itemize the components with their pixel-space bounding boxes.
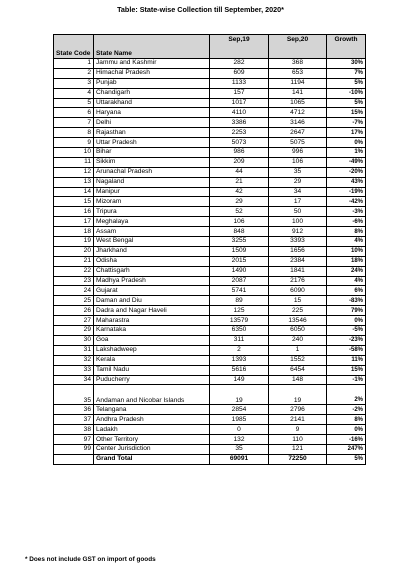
state-code-cell: 31 [54, 345, 94, 355]
state-name-cell: Assam [94, 227, 210, 237]
header-state-code: State Code [54, 35, 94, 59]
growth-value-cell: 6% [327, 286, 366, 296]
sep20-value-cell: 3393 [269, 237, 327, 247]
sep19-value-cell: 157 [210, 88, 269, 98]
sep20-value-cell: 121 [269, 444, 327, 454]
table-row [54, 118, 366, 128]
sep20-value-cell: 2384 [269, 256, 327, 266]
table-row [54, 375, 366, 385]
table-row [54, 256, 366, 266]
state-code-cell: 17 [54, 217, 94, 227]
growth-value-cell: 17% [327, 128, 366, 138]
state-code-cell: 12 [54, 167, 94, 177]
state-name-cell: Madhya Pradesh [94, 276, 210, 286]
sep19-value-cell: 6350 [210, 326, 269, 336]
sep19-value-cell: 2253 [210, 128, 269, 138]
sep19-value-cell: 848 [210, 227, 269, 237]
table-row [54, 167, 366, 177]
sep19-value-cell: 42 [210, 187, 269, 197]
table-row [54, 345, 366, 355]
table-caption: Table: State-wise Collection till September, 2020* [117, 5, 284, 14]
state-name-cell: Mizoram [94, 197, 210, 207]
state-code-cell: 32 [54, 355, 94, 365]
total-state-code-cell [54, 454, 94, 464]
growth-value-cell: 15% [327, 365, 366, 375]
sep19-value-cell: 4110 [210, 108, 269, 118]
growth-value-cell: -6% [327, 217, 366, 227]
table-row [54, 237, 366, 247]
table-row [54, 385, 366, 405]
growth-value-cell: 4% [327, 276, 366, 286]
table-row [54, 326, 366, 336]
header-sep20: Sep,20 [269, 35, 327, 59]
growth-value-cell: 0% [327, 138, 366, 148]
sep19-value-cell: 1393 [210, 355, 269, 365]
state-name-cell: Punjab [94, 78, 210, 88]
state-name-cell: Ladakh [94, 425, 210, 435]
growth-value-cell: 5% [327, 78, 366, 88]
table-row [54, 286, 366, 296]
sep19-value-cell: 3386 [210, 118, 269, 128]
sep19-value-cell: 21 [210, 177, 269, 187]
state-code-cell: 37 [54, 415, 94, 425]
growth-value-cell: -16% [327, 435, 366, 445]
header-row [54, 35, 366, 59]
growth-value-cell: 24% [327, 266, 366, 276]
sep19-value-cell: 1490 [210, 266, 269, 276]
total-sep20-value-cell: 72250 [269, 454, 327, 464]
table-row [54, 148, 366, 158]
state-code-cell: 22 [54, 266, 94, 276]
sep20-value-cell: 13546 [269, 316, 327, 326]
sep19-value-cell: 1509 [210, 246, 269, 256]
sep20-value-cell: 35 [269, 167, 327, 177]
table-row [54, 415, 366, 425]
table-row [54, 207, 366, 217]
table-row [54, 187, 366, 197]
table-row [54, 78, 366, 88]
state-name-cell: Meghalaya [94, 217, 210, 227]
growth-value-cell: -23% [327, 335, 366, 345]
state-code-cell: 7 [54, 118, 94, 128]
sep20-value-cell: 1065 [269, 98, 327, 108]
sep20-value-cell: 15 [269, 296, 327, 306]
sep20-value-cell: 1194 [269, 78, 327, 88]
table-row [54, 444, 366, 454]
growth-value-cell: -58% [327, 345, 366, 355]
sep19-value-cell: 132 [210, 435, 269, 445]
state-name-cell: Jammu and Kashmir [94, 59, 210, 69]
state-name-cell: Jharkhand [94, 246, 210, 256]
sep20-value-cell: 34 [269, 187, 327, 197]
sep19-value-cell: 2 [210, 345, 269, 355]
table-row [54, 98, 366, 108]
table-body [54, 59, 366, 465]
sep19-value-cell: 282 [210, 59, 269, 69]
growth-value-cell: 15% [327, 108, 366, 118]
header-state-name: State Name [94, 35, 210, 59]
sep20-value-cell: 1841 [269, 266, 327, 276]
state-name-cell: Arunachal Pradesh [94, 167, 210, 177]
growth-value-cell: -83% [327, 296, 366, 306]
grand-total-row [54, 454, 366, 464]
table-row [54, 68, 366, 78]
growth-value-cell: 30% [327, 59, 366, 69]
table-row [54, 227, 366, 237]
state-code-cell: 3 [54, 78, 94, 88]
growth-value-cell: 8% [327, 227, 366, 237]
table-row [54, 405, 366, 415]
table-row [54, 425, 366, 435]
state-name-cell: Nagaland [94, 177, 210, 187]
sep19-value-cell: 3255 [210, 237, 269, 247]
state-name-cell: Himachal Pradesh [94, 68, 210, 78]
state-collection-table [53, 34, 366, 465]
sep20-value-cell: 2796 [269, 405, 327, 415]
sep20-value-cell: 240 [269, 335, 327, 345]
sep19-value-cell: 609 [210, 68, 269, 78]
sep20-value-cell: 6454 [269, 365, 327, 375]
table-row [54, 316, 366, 326]
state-code-cell: 4 [54, 88, 94, 98]
state-name-cell: West Bengal [94, 237, 210, 247]
state-code-cell: 38 [54, 425, 94, 435]
state-name-cell: Tripura [94, 207, 210, 217]
sep19-value-cell: 13579 [210, 316, 269, 326]
growth-value-cell: -5% [327, 326, 366, 336]
sep20-value-cell: 9 [269, 425, 327, 435]
state-name-cell: Gujarat [94, 286, 210, 296]
sep19-value-cell: 19 [210, 385, 269, 405]
sep19-value-cell: 1985 [210, 415, 269, 425]
state-code-cell: 15 [54, 197, 94, 207]
state-name-cell: Chandigarh [94, 88, 210, 98]
state-code-cell: 19 [54, 237, 94, 247]
state-name-cell: Uttar Pradesh [94, 138, 210, 148]
state-name-cell: Delhi [94, 118, 210, 128]
sep20-value-cell: 110 [269, 435, 327, 445]
sep20-value-cell: 100 [269, 217, 327, 227]
table-row [54, 355, 366, 365]
state-code-cell: 27 [54, 316, 94, 326]
header-sep19: Sep,19 [210, 35, 269, 59]
state-code-cell: 26 [54, 306, 94, 316]
total-sep19-value-cell: 69091 [210, 454, 269, 464]
state-code-cell: 5 [54, 98, 94, 108]
table-row [54, 157, 366, 167]
sep19-value-cell: 2854 [210, 405, 269, 415]
state-code-cell: 36 [54, 405, 94, 415]
state-code-cell: 16 [54, 207, 94, 217]
sep20-value-cell: 912 [269, 227, 327, 237]
state-code-cell: 25 [54, 296, 94, 306]
state-code-cell: 8 [54, 128, 94, 138]
state-code-cell: 30 [54, 335, 94, 345]
sep19-value-cell: 149 [210, 375, 269, 385]
state-code-cell: 13 [54, 177, 94, 187]
sep19-value-cell: 0 [210, 425, 269, 435]
growth-value-cell: -10% [327, 88, 366, 98]
table-row [54, 108, 366, 118]
sep20-value-cell: 368 [269, 59, 327, 69]
table-row [54, 365, 366, 375]
sep19-value-cell: 29 [210, 197, 269, 207]
state-name-cell: Andhra Pradesh [94, 415, 210, 425]
state-name-cell: Odisha [94, 256, 210, 266]
table-row [54, 177, 366, 187]
sep20-value-cell: 50 [269, 207, 327, 217]
sep19-value-cell: 35 [210, 444, 269, 454]
growth-value-cell: -19% [327, 187, 366, 197]
sep19-value-cell: 2087 [210, 276, 269, 286]
table-row [54, 296, 366, 306]
state-name-cell: Telangana [94, 405, 210, 415]
state-code-cell: 35 [54, 385, 94, 405]
sep20-value-cell: 2176 [269, 276, 327, 286]
growth-value-cell: -3% [327, 207, 366, 217]
total-state-name-cell: Grand Total [94, 454, 210, 464]
sep19-value-cell: 89 [210, 296, 269, 306]
sep20-value-cell: 19 [269, 385, 327, 405]
sep19-value-cell: 1133 [210, 78, 269, 88]
table-row [54, 88, 366, 98]
state-code-cell: 14 [54, 187, 94, 197]
growth-value-cell: 8% [327, 415, 366, 425]
state-code-cell: 10 [54, 148, 94, 158]
sep19-value-cell: 5741 [210, 286, 269, 296]
sep20-value-cell: 17 [269, 197, 327, 207]
state-name-cell: Uttarakhand [94, 98, 210, 108]
growth-value-cell: 0% [327, 425, 366, 435]
state-code-cell: 21 [54, 256, 94, 266]
sep19-value-cell: 5616 [210, 365, 269, 375]
footnote: * Does not include GST on import of goods [25, 556, 156, 563]
growth-value-cell: -1% [327, 375, 366, 385]
state-name-cell: Goa [94, 335, 210, 345]
growth-value-cell: -49% [327, 157, 366, 167]
total-growth-value-cell: 5% [327, 454, 366, 464]
state-name-cell: Rajasthan [94, 128, 210, 138]
sep20-value-cell: 141 [269, 88, 327, 98]
sep20-value-cell: 2141 [269, 415, 327, 425]
state-name-cell: Lakshadweep [94, 345, 210, 355]
state-name-cell: Puducherry [94, 375, 210, 385]
sep20-value-cell: 2647 [269, 128, 327, 138]
state-code-cell: 18 [54, 227, 94, 237]
sep19-value-cell: 1017 [210, 98, 269, 108]
growth-value-cell: 0% [327, 316, 366, 326]
sep20-value-cell: 3146 [269, 118, 327, 128]
state-code-cell: 11 [54, 157, 94, 167]
state-code-cell: 1 [54, 59, 94, 69]
sep20-value-cell: 6050 [269, 326, 327, 336]
sep19-value-cell: 106 [210, 217, 269, 227]
table-row [54, 266, 366, 276]
sep20-value-cell: 6090 [269, 286, 327, 296]
sep20-value-cell: 1656 [269, 246, 327, 256]
sep20-value-cell: 106 [269, 157, 327, 167]
state-code-cell: 97 [54, 435, 94, 445]
table-row [54, 335, 366, 345]
sep19-value-cell: 2015 [210, 256, 269, 266]
table-row [54, 59, 366, 69]
state-code-cell: 24 [54, 286, 94, 296]
state-name-cell: Andaman and Nicobar Islands [94, 385, 210, 405]
growth-value-cell: 4% [327, 237, 366, 247]
table-row [54, 138, 366, 148]
state-name-cell: Dadra and Nagar Haveli [94, 306, 210, 316]
table-row [54, 306, 366, 316]
sep20-value-cell: 996 [269, 148, 327, 158]
table-row [54, 128, 366, 138]
state-code-cell: 33 [54, 365, 94, 375]
growth-value-cell: -42% [327, 197, 366, 207]
growth-value-cell: -2% [327, 405, 366, 415]
growth-value-cell: 10% [327, 246, 366, 256]
growth-value-cell: 18% [327, 256, 366, 266]
sep19-value-cell: 5073 [210, 138, 269, 148]
table-row [54, 246, 366, 256]
sep19-value-cell: 986 [210, 148, 269, 158]
growth-value-cell: 79% [327, 306, 366, 316]
table-row [54, 435, 366, 445]
growth-value-cell: 2% [327, 385, 366, 405]
growth-value-cell: -20% [327, 167, 366, 177]
growth-value-cell: -7% [327, 118, 366, 128]
state-name-cell: Sikkim [94, 157, 210, 167]
state-code-cell: 2 [54, 68, 94, 78]
header-growth: Growth [327, 35, 366, 59]
state-code-cell: 6 [54, 108, 94, 118]
state-name-cell: Daman and Diu [94, 296, 210, 306]
growth-value-cell: 1% [327, 148, 366, 158]
state-code-cell: 9 [54, 138, 94, 148]
state-name-cell: Karnataka [94, 326, 210, 336]
sep20-value-cell: 29 [269, 177, 327, 187]
table-row [54, 217, 366, 227]
state-name-cell: Bihar [94, 148, 210, 158]
sep19-value-cell: 52 [210, 207, 269, 217]
sep20-value-cell: 148 [269, 375, 327, 385]
state-code-cell: 29 [54, 326, 94, 336]
state-name-cell: Maharastra [94, 316, 210, 326]
state-code-cell: 34 [54, 375, 94, 385]
growth-value-cell: 11% [327, 355, 366, 365]
state-name-cell: Haryana [94, 108, 210, 118]
table-row [54, 197, 366, 207]
sep20-value-cell: 1552 [269, 355, 327, 365]
sep19-value-cell: 44 [210, 167, 269, 177]
sep20-value-cell: 5075 [269, 138, 327, 148]
sep20-value-cell: 4712 [269, 108, 327, 118]
sep20-value-cell: 225 [269, 306, 327, 316]
growth-value-cell: 5% [327, 98, 366, 108]
state-code-cell: 99 [54, 444, 94, 454]
sep19-value-cell: 311 [210, 335, 269, 345]
sep19-value-cell: 125 [210, 306, 269, 316]
growth-value-cell: 43% [327, 177, 366, 187]
state-code-cell: 20 [54, 246, 94, 256]
sep19-value-cell: 209 [210, 157, 269, 167]
growth-value-cell: 7% [327, 68, 366, 78]
sep20-value-cell: 1 [269, 345, 327, 355]
state-name-cell: Manipur [94, 187, 210, 197]
growth-value-cell: 247% [327, 444, 366, 454]
state-name-cell: Chattisgarh [94, 266, 210, 276]
state-name-cell: Other Territory [94, 435, 210, 445]
state-name-cell: Kerala [94, 355, 210, 365]
sep20-value-cell: 653 [269, 68, 327, 78]
state-name-cell: Tamil Nadu [94, 365, 210, 375]
table-row [54, 276, 366, 286]
state-code-cell: 23 [54, 276, 94, 286]
state-name-cell: Center Jurisdiction [94, 444, 210, 454]
